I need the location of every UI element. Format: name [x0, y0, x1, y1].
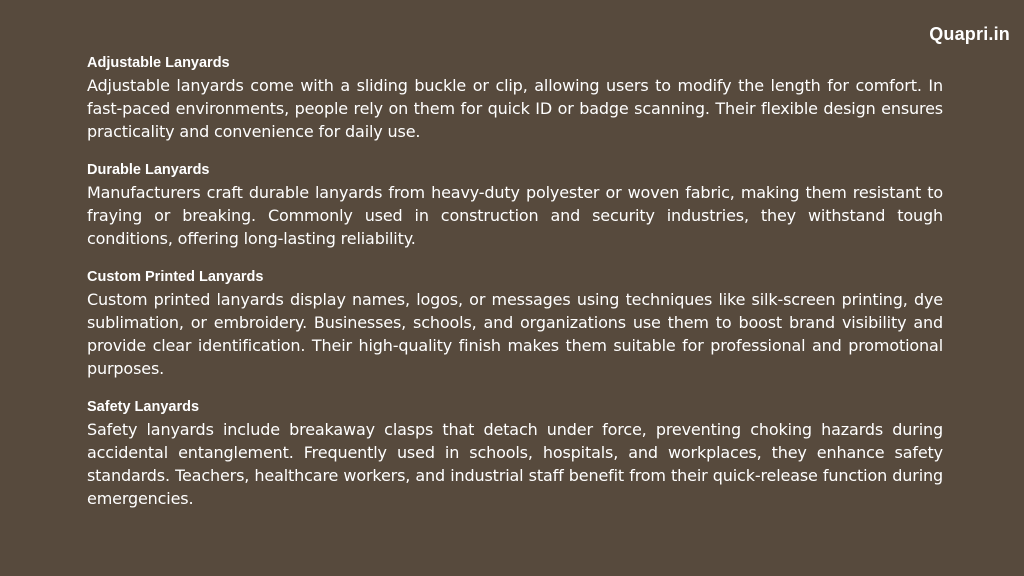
section-heading: Custom Printed Lanyards: [87, 269, 264, 285]
section-heading: Durable Lanyards: [87, 162, 210, 178]
section-body: Safety lanyards include breakaway clasps that detach under force, preventing choking hazards during accidental entanglement. Frequently used in schools, hospitals, and workplaces, they enhance safety standards. Teachers, healthcare workers, and industrial staff benefit from their quick-release function during emergencies.: [87, 420, 943, 508]
section-body: Custom printed lanyards display names, logos, or messages using techniques like silk-screen printing, dye sublimation, or embroidery. Businesses, schools, and organizations use them to boost brand visibility and provide clear identification. Their high-quality finish makes them suitable for professional and promotional purposes.: [87, 290, 943, 378]
brand-logo-text: Quapri.in: [929, 24, 1010, 44]
section-body: Adjustable lanyards come with a sliding buckle or clip, allowing users to modify the length for comfort. In fast-paced environments, people rely on them for quick ID or badge scanning. Their flexible design ensures practicality and convenience for daily use.: [87, 76, 943, 141]
section-heading: Adjustable Lanyards: [87, 55, 230, 71]
section-custom-printed-lanyards: [87, 266, 943, 380]
section-body: Manufacturers craft durable lanyards from heavy-duty polyester or woven fabric, making them resistant to fraying or breaking. Commonly used in construction and security industries, they withstand tough conditions, offering long-lasting reliability.: [87, 183, 943, 248]
section-safety-lanyards: [87, 396, 943, 510]
section-durable-lanyards: [87, 159, 943, 250]
document-content: [87, 52, 943, 526]
section-adjustable-lanyards: [87, 52, 943, 143]
section-heading: Safety Lanyards: [87, 399, 200, 415]
